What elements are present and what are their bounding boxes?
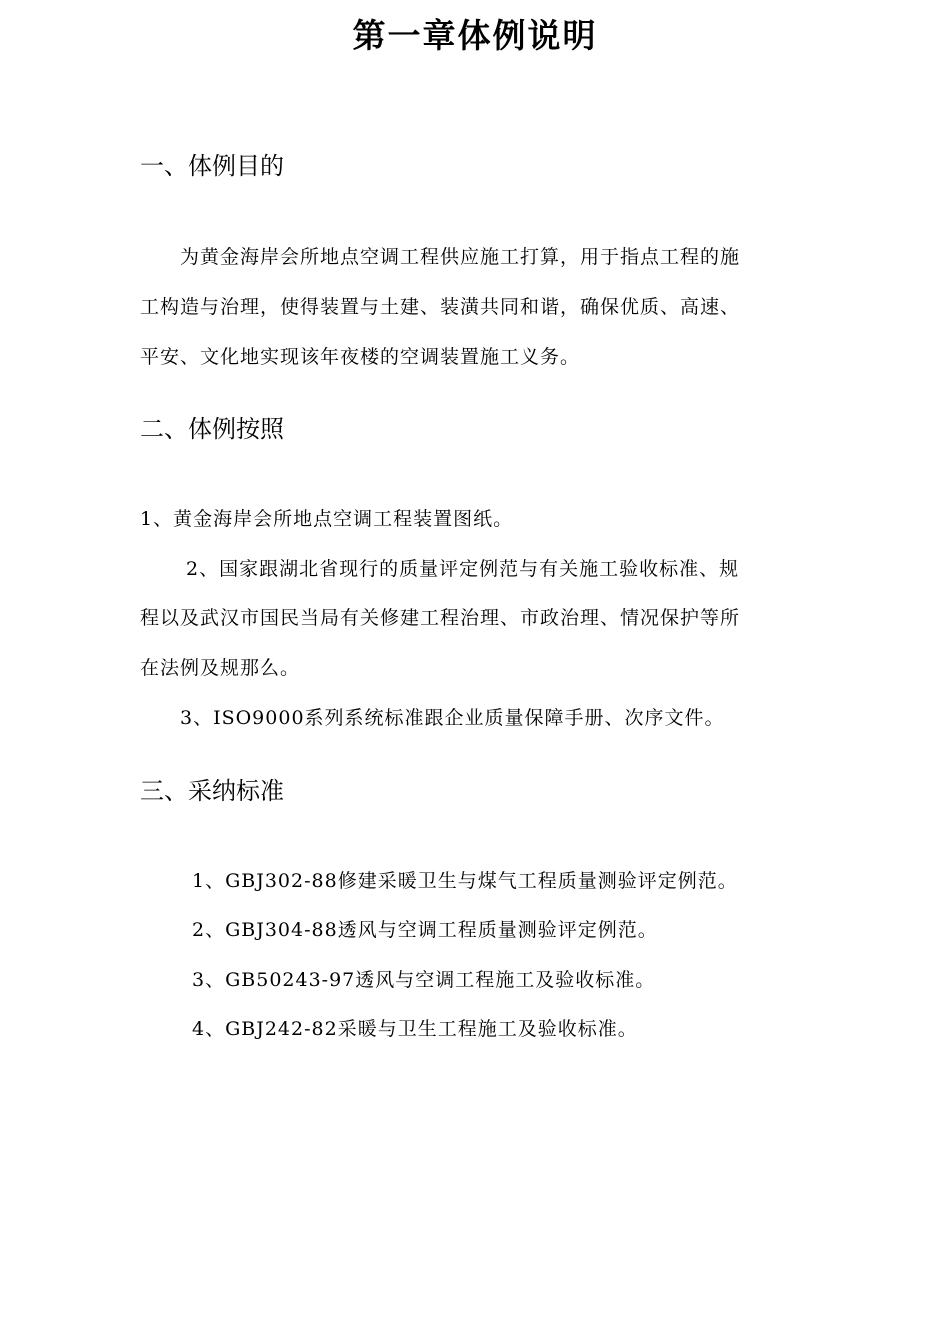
standard-item-1: 1、GBJ302-88修建采暖卫生与煤气工程质量测验评定例范。 [192, 870, 738, 892]
standard-item-2: 2、GBJ304-88透风与空调工程质量测验评定例范。 [192, 919, 658, 941]
purpose-line-2: 工构造与治理，使得装置与土建、装潢共同和谐，确保优质、高速、 [140, 296, 741, 318]
basis-item-1: 1、黄金海岸会所地点空调工程装置图纸。 [140, 508, 514, 530]
basis-item-2-line-2: 程以及武汉市国民当局有关修建工程治理、市政治理、情况保护等所 [140, 607, 741, 629]
purpose-line-3: 平安、文化地实现该年夜楼的空调装置施工义务。 [140, 346, 581, 368]
standard-item-3: 3、GB50243-97透风与空调工程施工及验收标准。 [192, 969, 656, 991]
section-heading-standards: 三、采纳标准 [140, 777, 284, 805]
basis-item-2-line-1: 2、国家跟湖北省现行的质量评定例范与有关施工验收标准、规 [186, 558, 740, 580]
basis-item-3: 3、ISO9000系列系统标准跟企业质量保障手册、次序文件。 [180, 707, 725, 729]
page-title: 第一章体例说明 [352, 16, 598, 55]
purpose-line-1: 为黄金海岸会所地点空调工程供应施工打算，用于指点工程的施 [180, 246, 741, 268]
basis-item-2-line-3: 在法例及规那么。 [140, 657, 301, 679]
standard-item-4: 4、GBJ242-82采暖与卫生工程施工及验收标准。 [192, 1018, 638, 1040]
section-heading-basis: 二、体例按照 [140, 415, 284, 443]
section-heading-purpose: 一、体例目的 [140, 152, 284, 180]
